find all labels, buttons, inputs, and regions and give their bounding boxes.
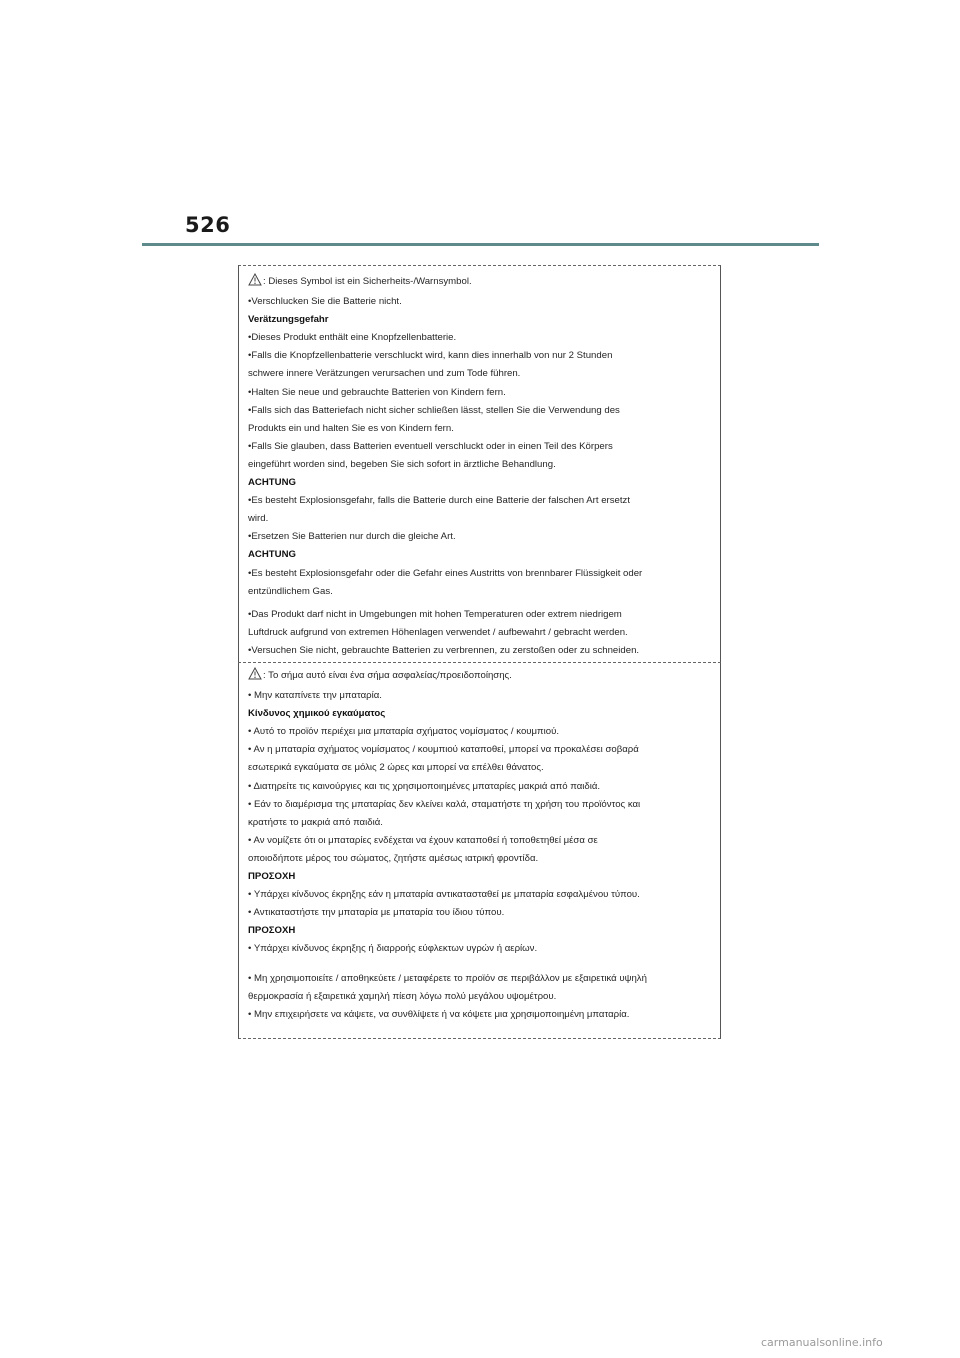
language-divider <box>238 662 721 663</box>
greek-heading: ΠΡΟΣΟΧΗ <box>248 925 296 937</box>
greek-line: • Υπάρχει κίνδυνος έκρηξης εάν η μπαταρία αντικατασταθεί με μπαταρία εσφαλμένου τύπου. <box>248 889 640 901</box>
greek-line: • Μην επιχειρήσετε να κάψετε, να συνθλίψετε ή να κόψετε μια χρησιμοποιημένη μπαταρία. <box>248 1008 630 1020</box>
german-heading: ACHTUNG <box>248 549 296 561</box>
greek-line: οποιοδήποτε μέρος του σώματος, ζητήστε αμέσως ιατρική φροντίδα. <box>248 852 539 864</box>
header-rule <box>142 243 819 246</box>
german-section <box>248 273 716 660</box>
german-line: •Das Produkt darf nicht in Umgebungen mit hohen Temperaturen oder extrem niedrigem <box>248 608 622 620</box>
german-line: Luftdruck aufgrund von extremen Höhenlagen verwendet / aufbewahrt / gebracht werden. <box>248 626 628 638</box>
german-line: eingeführt worden sind, begeben Sie sich sofort in ärztliche Behandlung. <box>248 458 556 470</box>
greek-line: • Υπάρχει κίνδυνος έκρηξης ή διαρροής εύφλεκτων υγρών ή αερίων. <box>248 943 538 955</box>
german-line: wird. <box>248 513 269 525</box>
german-intro-line <box>248 273 716 293</box>
greek-line: • Διατηρείτε τις καινούργιες και τις χρησιμοποιημένες μπαταρίες μακριά από παιδιά. <box>248 780 601 792</box>
german-intro-text: : Dieses Symbol ist ein Sicherheits-/Warnsymbol. <box>263 276 472 287</box>
greek-line: • Αν η μπαταρία σχήματος νομίσματος / κουμπιού καταποθεί, μπορεί να προκαλέσει σοβαρά <box>248 744 639 756</box>
greek-line: θερμοκρασία ή εξαιρετικά χαμηλή πίεση λόγω πολύ μεγάλου υψομέτρου. <box>248 990 557 1002</box>
greek-line: εσωτερικά εγκαύματα σε μόλις 2 ώρες και μπορεί να επέλθει θάνατος. <box>248 762 544 774</box>
warning-triangle-icon <box>248 273 262 293</box>
greek-line: • Εάν το διαμέρισμα της μπαταρίας δεν κλείνει καλά, σταματήστε τη χρήση του προϊόντος και <box>248 798 641 810</box>
greek-heading: Κίνδυνος χημικού εγκαύματος <box>248 708 386 720</box>
greek-line: • Αυτό το προϊόν περιέχει μια μπαταρία σχήματος νομίσματος / κουμπιού. <box>248 726 560 738</box>
german-line: Produkts ein und halten Sie es von Kindern fern. <box>248 422 454 434</box>
german-heading: Verätzungsgefahr <box>248 314 329 326</box>
site-watermark: carmanualsonline.info <box>761 1336 883 1349</box>
german-line: entzündlichem Gas. <box>248 585 333 597</box>
greek-line: • Μη χρησιμοποιείτε / αποθηκεύετε / μεταφέρετε το προϊόν σε περιβάλλον με εξαιρετικά υψηλή <box>248 972 647 984</box>
german-line: •Es besteht Explosionsgefahr, falls die Batterie durch eine Batterie der falschen Art ersetzt <box>248 495 630 507</box>
german-line: •Falls Sie glauben, dass Batterien eventuell verschluckt oder in einen Teil des Körpers <box>248 440 613 452</box>
warning-triangle-icon <box>248 667 262 687</box>
german-line: •Versuchen Sie nicht, gebrauchte Batterien zu verbrennen, zu zerstoßen oder zu schneiden. <box>248 644 640 656</box>
german-line: •Dieses Produkt enthält eine Knopfzellenbatterie. <box>248 332 457 344</box>
german-line: schwere innere Verätzungen verursachen und zum Tode führen. <box>248 368 521 380</box>
greek-intro-text: : Το σήμα αυτό είναι ένα σήμα ασφαλείας/προειδοποίησης. <box>263 670 512 681</box>
german-line: •Falls die Knopfzellenbatterie verschluckt wird, kann dies innerhalb von nur 2 Stunden <box>248 350 613 362</box>
greek-line: • Μην καταπίνετε την μπαταρία. <box>248 690 382 702</box>
greek-intro-line <box>248 667 716 687</box>
german-line: •Verschlucken Sie die Batterie nicht. <box>248 296 402 308</box>
german-line: •Ersetzen Sie Batterien nur durch die gleiche Art. <box>248 531 456 543</box>
german-heading: ACHTUNG <box>248 477 296 489</box>
greek-line: κρατήστε το μακριά από παιδιά. <box>248 816 383 828</box>
greek-line: • Αντικαταστήστε την μπαταρία με μπαταρία του ίδιου τύπου. <box>248 907 505 919</box>
greek-section <box>248 667 716 1024</box>
greek-line: • Αν νομίζετε ότι οι μπαταρίες ενδέχεται να έχουν καταποθεί ή τοποθετηθεί μέσα σε <box>248 834 598 846</box>
german-line: •Halten Sie neue und gebrauchte Batterien von Kindern fern. <box>248 386 506 398</box>
german-line: •Es besteht Explosionsgefahr oder die Gefahr eines Austritts von brennbarer Flüssigkeit oder <box>248 567 643 579</box>
german-line: •Falls sich das Batteriefach nicht sicher schließen lässt, stellen Sie die Verwendung des <box>248 404 620 416</box>
page-number: 526 <box>185 213 231 237</box>
greek-heading: ΠΡΟΣΟΧΗ <box>248 871 296 883</box>
